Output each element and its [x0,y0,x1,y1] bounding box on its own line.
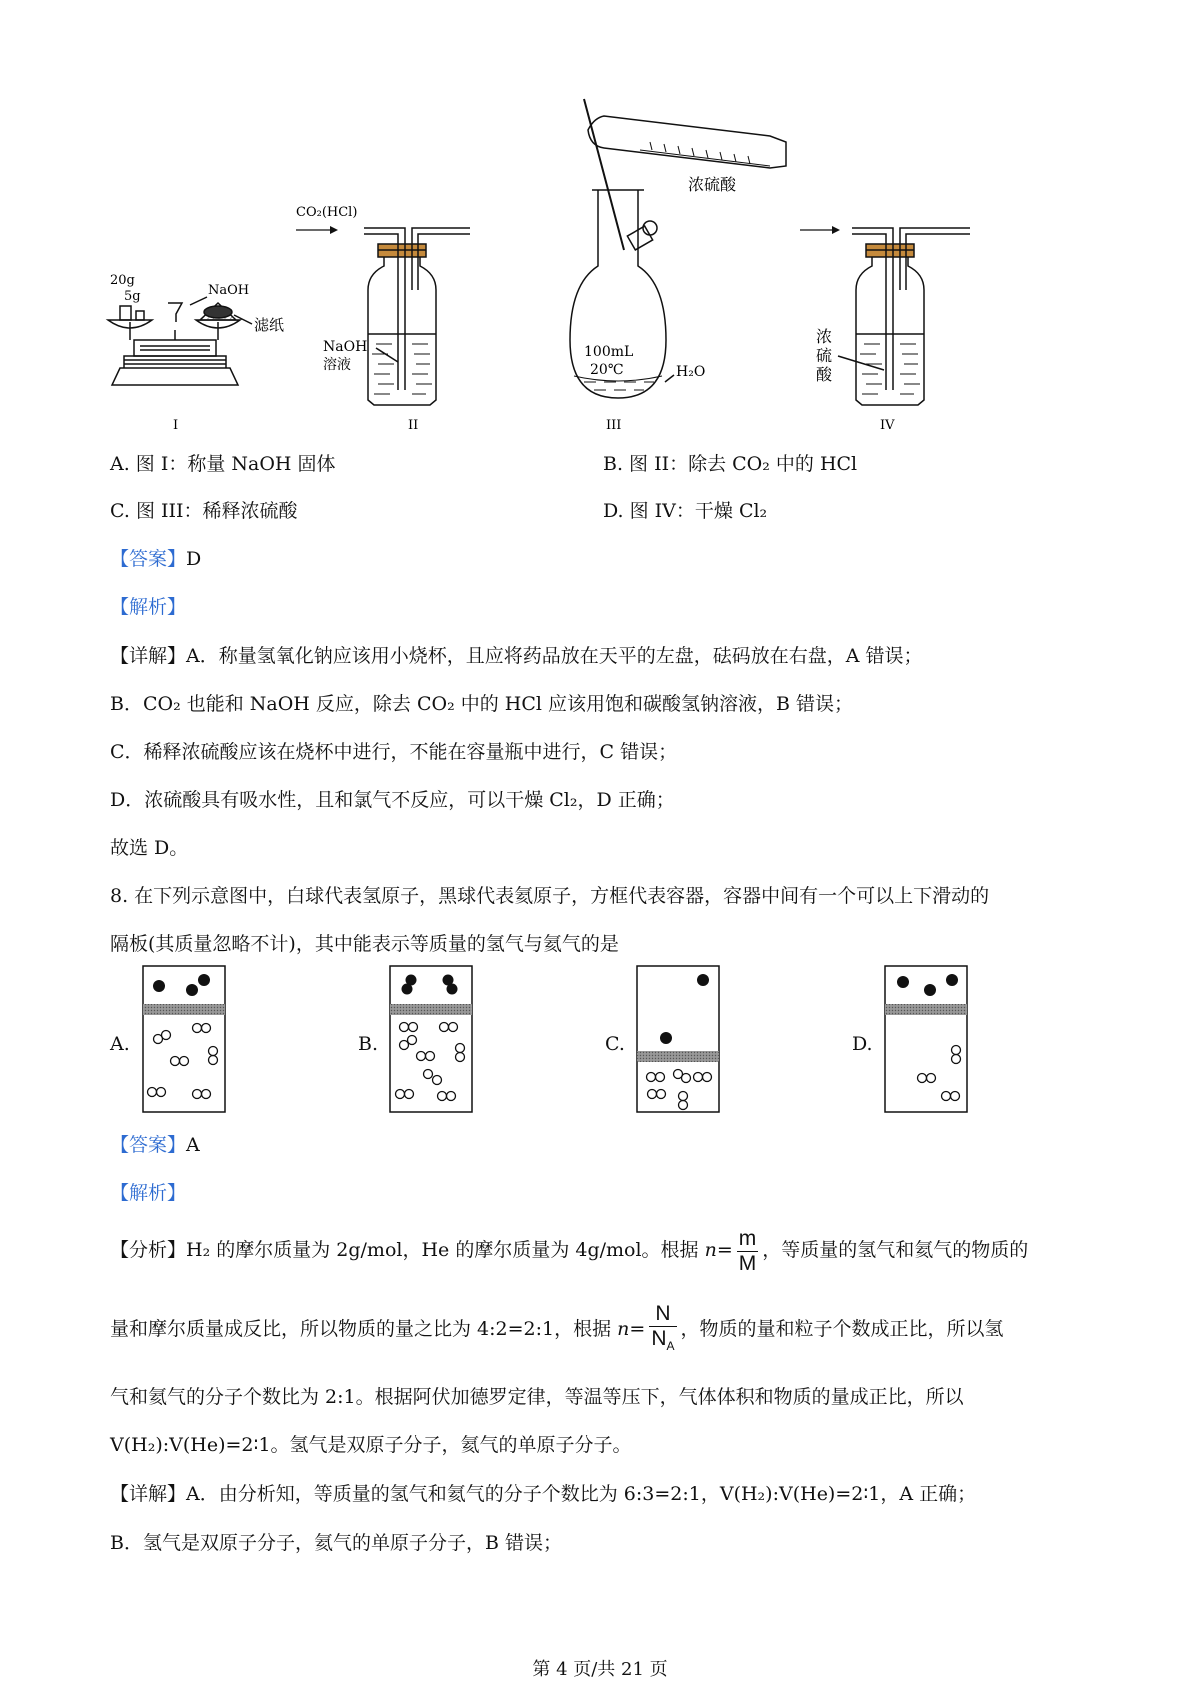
container-c [637,966,719,1112]
q8-analysis-heading [110,1180,186,1206]
q8-stem-line-2: 隔板(其质量忽略不计)，其中能表示等质量的氢气与氦气的是 [110,933,619,955]
label-conc-acid-top: 浓硫酸 [688,175,737,194]
label-naoh: NaOH [208,283,250,298]
na-letter: N [651,1327,667,1350]
container-a [143,966,225,1112]
q8-option-a: A. [110,1033,130,1055]
detail-tag: 【详解】 [110,1483,187,1505]
label-fig-ii: II [408,418,419,433]
label-co2-hcl: CO₂(HCl) [296,205,358,220]
q8-option-c: C. [605,1033,625,1055]
fenxi-text-1b: ，等质量的氢气和氦气的物质的 [762,1239,1029,1261]
page-footer: 第 4 页/共 21 页 [532,1659,668,1680]
fraction-denominator [649,1326,676,1358]
fenxi-text-1a: H₂ 的摩尔质量为 2g/mol，He 的摩尔质量为 4g/mol。根据 [186,1239,699,1261]
answer-tag: 【答案】 [110,548,187,570]
q8-stem-line-1: 8. 在下列示意图中，白球代表氢原子，黑球代表氦原子，方框代表容器，容器中间有一个可以上下滑动的 [110,885,990,907]
detail-text: A．由分析知，等质量的氢气和氦气的分子个数比为 6:3=2:1，V(H₂):V(He)=2∶1，A 正确； [186,1483,977,1505]
label-flask-temp: 20℃ [590,362,624,378]
fraction-numerator: N [655,1302,671,1325]
formula-n-over-na [649,1302,676,1358]
label-flask-volume: 100mL [584,344,634,360]
label-fig-i: I [173,418,179,433]
label-conc-1: 浓 [816,327,833,346]
label-20g: 20g [110,273,135,288]
container-b [390,966,472,1112]
q7-option-d: D. 图 IV：干燥 Cl₂ [603,500,768,522]
q7-detail-c: C．稀释浓硫酸应该在烧杯中进行，不能在容量瓶中进行，C 错误； [110,741,678,763]
fraction-denominator: M [738,1251,757,1275]
q8-fenxi-line-2 [110,1302,1004,1358]
label-conc-3: 酸 [816,365,833,384]
analysis-tag: 【解析】 [110,596,187,618]
q7-detail-b: B．CO₂ 也能和 NaOH 反应，除去 CO₂ 中的 HCl 应该用饱和碳酸氢钠溶液，B 错误； [110,693,853,715]
q7-answer [110,546,201,572]
container-d [885,966,967,1112]
drying-bottle-iv [838,228,970,405]
detail-text: A．称量氢氧化钠应该用小烧杯，且应将药品放在天平的左盘，砝码放在右盘，A 错误； [186,645,923,667]
q7-conclusion: 故选 D。 [110,837,189,859]
apparatus-figure [0,0,1200,440]
fenxi-text-2b: ，物质的量和粒子个数成正比，所以氢 [680,1318,1004,1341]
q7-option-a: A. 图 I：称量 NaOH 固体 [110,453,336,475]
fraction-numerator: m [738,1226,757,1250]
formula-n-eq-1: n= [704,1239,733,1261]
analysis-tag: 【解析】 [110,1182,187,1204]
label-filter-paper: 滤纸 [254,316,285,334]
q8-fenxi-line-4: V(H₂):V(He)=2∶1。氢气是双原子分子，氦气的单原子分子。 [110,1434,632,1456]
label-conc-2: 硫 [816,346,833,365]
label-fig-iii: III [606,418,622,433]
fenxi-tag: 【分析】 [110,1239,187,1261]
answer-value: A [186,1134,200,1156]
label-fig-iv: IV [880,418,895,433]
fenxi-text-2a: 量和摩尔质量成反比，所以物质的量之比为 4:2=2:1，根据 [110,1318,612,1341]
balance-diagram [108,297,252,385]
label-h2o: H₂O [676,364,706,380]
q7-detail-a [110,643,923,669]
q7-detail-d: D．浓硫酸具有吸水性，且和氯气不反应，可以干燥 Cl₂，D 正确； [110,789,675,811]
na-subscript: A [666,1339,675,1354]
q7-analysis-heading [110,594,186,620]
label-5g: 5g [124,289,141,304]
q8-fenxi-line-1 [110,1224,1028,1276]
label-naoh-solution: NaOH [323,339,368,355]
label-naoh-solution-2: 溶液 [323,357,351,373]
formula-m-over-M [737,1227,759,1276]
q8-option-d: D. [852,1033,873,1055]
q8-option-b: B. [358,1033,379,1055]
formula-n-eq-2: n= [617,1318,646,1341]
detail-tag: 【详解】 [110,645,187,667]
answer-value: D [186,548,202,570]
q8-detail-a [110,1481,976,1507]
q8-containers [0,964,1200,1124]
q8-fenxi-line-3: 气和氦气的分子个数比为 2:1。根据阿伏加德罗定律，等温等压下，气体体积和物质的量成正比，所以 [110,1386,964,1408]
wash-bottle-ii [364,228,470,405]
q7-option-c: C. 图 III：稀释浓硫酸 [110,500,298,522]
q8-answer [110,1132,200,1158]
q7-option-b: B. 图 II：除去 CO₂ 中的 HCl [603,453,858,475]
answer-tag: 【答案】 [110,1134,187,1156]
q8-detail-b: B．氢气是双原子分子，氦气的单原子分子，B 错误； [110,1532,562,1554]
